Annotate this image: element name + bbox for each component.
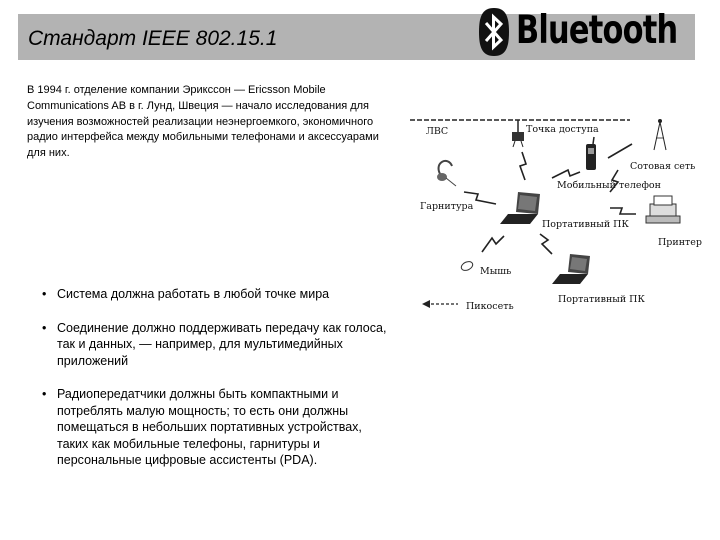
access-point-icon — [512, 120, 524, 147]
requirements-list — [40, 286, 395, 486]
list-item: • Система должна работать в любой точке мира — [40, 286, 395, 303]
headset-icon — [437, 161, 456, 186]
label-mobile-phone: Мобильный телефон — [557, 180, 661, 191]
mobile-phone-icon — [586, 137, 596, 170]
intro-paragraph: В 1994 г. отделение компании Эрикссон — Ericsson Mobile Communications AB в г. Лунд, Швеция — начало исследования для изучения возможностей реализации неэнергоемкого, экономичного радио интерфейса между мобильными телефонами и аксессуарами для них. — [27, 84, 379, 160]
label-access-point: Точка доступа — [526, 124, 599, 135]
list-item: • Соединение должно поддерживать передачу как голоса, так и данных, — например, для мультимедийных приложений — [40, 320, 395, 370]
bluetooth-diagram — [400, 110, 715, 320]
label-laptop-2: Портативный ПК — [558, 294, 645, 305]
laptop-icon — [552, 254, 590, 284]
cell-tower-icon — [654, 119, 666, 150]
label-headset: Гарнитура — [420, 201, 474, 212]
lightning-icon — [464, 144, 636, 254]
label-lan: ЛВС — [426, 126, 449, 137]
label-piconet: Пикосеть — [466, 301, 514, 312]
label-printer: Принтер — [658, 237, 702, 248]
label-cell-network: Сотовая сеть — [630, 161, 696, 172]
mouse-icon — [460, 260, 474, 272]
bluetooth-logo-icon — [478, 7, 510, 57]
bluetooth-wordmark: Bluetooth — [516, 8, 678, 53]
printer-icon — [646, 196, 680, 223]
label-laptop-1: Портативный ПК — [542, 219, 629, 230]
label-mouse: Мышь — [480, 266, 512, 277]
slide-title: Стандарт IEEE 802.15.1 — [28, 27, 278, 50]
laptop-icon — [500, 192, 540, 224]
list-item: • Радиопередатчики должны быть компактными и потреблять малую мощность; то есть они должны помещаться в небольших портативных устройствах, таких как мобильные телефоны, гарнитуры и персональные цифровые ассистенты (PDA). — [40, 386, 395, 469]
